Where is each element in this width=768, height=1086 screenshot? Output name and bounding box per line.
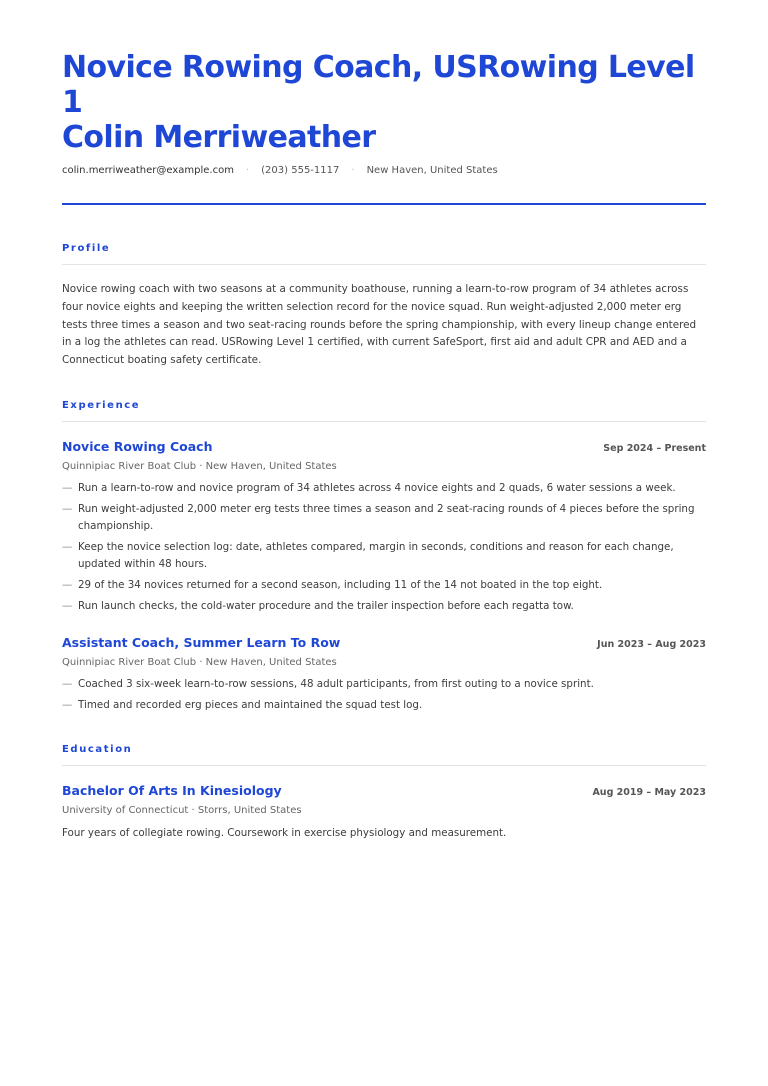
header-title-line1: Novice Rowing Coach, USRowing Level 1 bbox=[62, 50, 695, 120]
list-item-text: Keep the novice selection log: date, athletes compared, margin in seconds, conditions and reason for each change, updated within 48 hours. bbox=[78, 541, 674, 570]
section-title-experience: Experience bbox=[62, 399, 141, 411]
entry-header bbox=[62, 439, 706, 454]
list-item bbox=[62, 480, 706, 496]
entry-date: Aug 2019 – May 2023 bbox=[592, 786, 706, 798]
section-divider bbox=[62, 264, 706, 265]
list-item-text: Run a learn-to-row and novice program of 34 athletes across 4 novice eights and 2 quads, 6 water sessions a week. bbox=[78, 481, 676, 494]
list-item bbox=[62, 501, 706, 534]
entry-organization: Quinnipiac River Boat Club · New Haven, United States bbox=[62, 460, 337, 472]
contact-separator: · bbox=[245, 165, 250, 176]
list-item-text: Timed and recorded erg pieces and maintained the squad test log. bbox=[78, 699, 423, 712]
dash-icon: — bbox=[62, 699, 73, 712]
dash-icon: — bbox=[62, 600, 73, 613]
list-item bbox=[62, 676, 706, 692]
dash-icon: — bbox=[62, 579, 73, 592]
list-item bbox=[62, 697, 706, 713]
section-title-profile: Profile bbox=[62, 243, 111, 254]
contact-phone: (203) 555-1117 bbox=[261, 165, 340, 176]
list-item-text: Run launch checks, the cold-water procedure and the trailer inspection before each regatta tow. bbox=[78, 600, 574, 613]
entry-degree: Bachelor Of Arts In Kinesiology bbox=[62, 782, 282, 798]
entry-organization: Quinnipiac River Boat Club · New Haven, United States bbox=[62, 656, 337, 668]
list-item-text: Coached 3 six-week learn-to-row sessions, 48 adult participants, from first outing to a novice sprint. bbox=[78, 677, 594, 690]
profile-section bbox=[62, 243, 706, 370]
header-divider bbox=[62, 203, 706, 205]
entry-header bbox=[62, 783, 706, 798]
contact-row bbox=[62, 165, 706, 176]
section-divider bbox=[62, 765, 706, 766]
entry-date: Sep 2024 – Present bbox=[603, 442, 706, 454]
entry-header bbox=[62, 635, 706, 650]
education-section bbox=[62, 744, 706, 841]
dash-icon: — bbox=[62, 677, 73, 690]
experience-section bbox=[62, 400, 706, 714]
list-item bbox=[62, 539, 706, 572]
education-entry bbox=[62, 783, 706, 841]
entry-school: University of Connecticut · Storrs, United States bbox=[62, 804, 302, 816]
resume-header bbox=[62, 50, 706, 205]
section-divider bbox=[62, 421, 706, 422]
entry-date: Jun 2023 – Aug 2023 bbox=[597, 638, 706, 650]
list-item bbox=[62, 577, 706, 593]
experience-entry bbox=[62, 635, 706, 714]
experience-entry bbox=[62, 439, 706, 615]
bullet-list bbox=[62, 676, 706, 714]
bullet-list bbox=[62, 480, 706, 615]
header-name: Colin Merriweather bbox=[62, 120, 376, 155]
contact-email[interactable]: colin.merriweather@example.com bbox=[62, 165, 234, 176]
contact-location: New Haven, United States bbox=[366, 165, 498, 176]
entry-role: Novice Rowing Coach bbox=[62, 438, 213, 454]
section-title-education: Education bbox=[62, 743, 133, 755]
list-item-text: 29 of the 34 novices returned for a second season, including 11 of the 14 not boated in the top eight. bbox=[78, 579, 603, 592]
dash-icon: — bbox=[62, 503, 73, 516]
entry-description: Four years of collegiate rowing. Coursework in exercise physiology and measurement. bbox=[62, 826, 507, 839]
dash-icon: — bbox=[62, 541, 73, 554]
list-item-text: Run weight-adjusted 2,000 meter erg tests three times a season and 2 seat-racing rounds of 4 pieces before the spring championship. bbox=[78, 503, 695, 532]
list-item bbox=[62, 598, 706, 614]
entry-role: Assistant Coach, Summer Learn To Row bbox=[62, 634, 341, 650]
contact-separator: · bbox=[351, 165, 355, 176]
dash-icon: — bbox=[62, 481, 73, 494]
profile-text: Novice rowing coach with two seasons at a community boathouse, running a learn-to-row program of 34 athletes across four novice eights and keeping the written selection record for the novice squad. Run weight-adjusted 2,000 meter erg tests three times a season and two seat-racing rounds before the spring championship, with every lineup change entered in a log the athletes can read. USRowing Level 1 certified, with current SafeSport, first aid and adult CPR and AED and a Connecticut boating safety certificate. bbox=[62, 283, 697, 367]
